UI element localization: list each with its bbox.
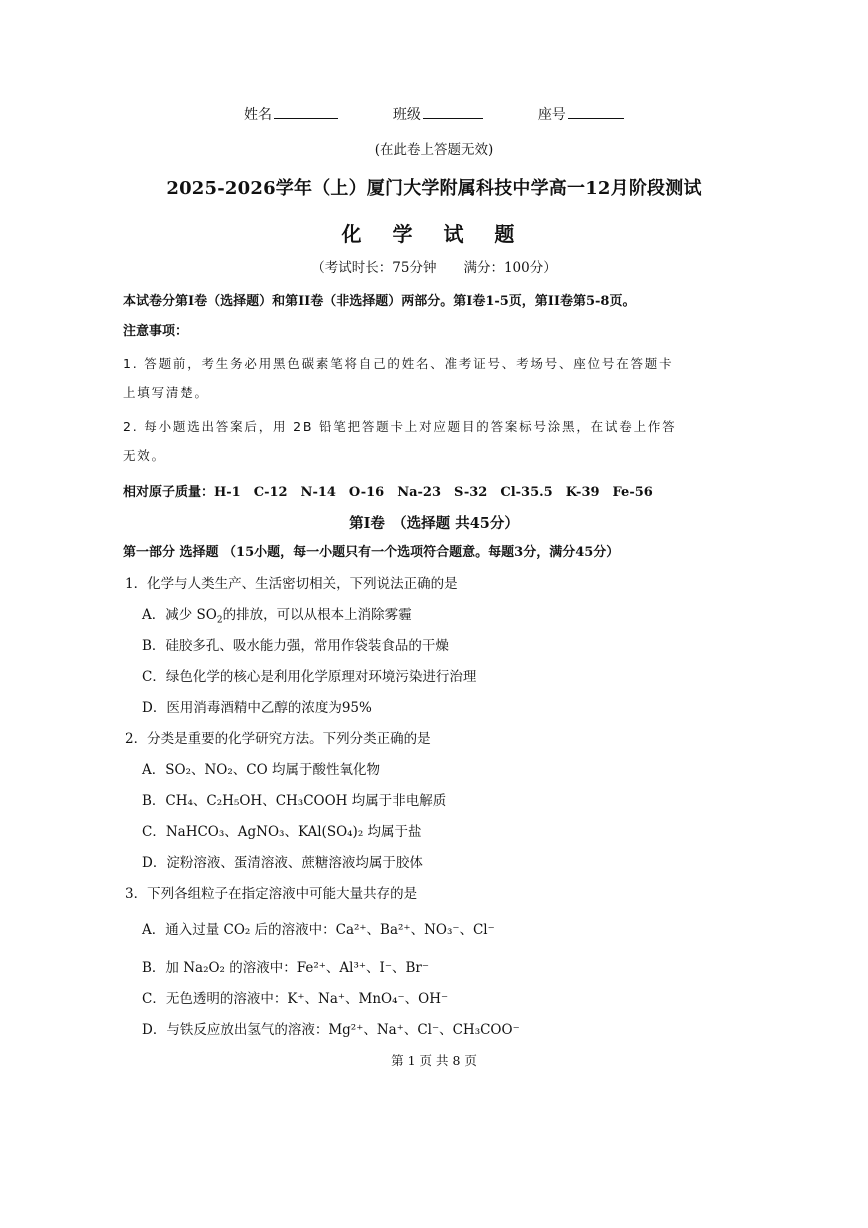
question-2-option-d: D．淀粉溶液、蛋清溶液、蔗糖溶液均属于胶体: [142, 855, 423, 871]
question-3-option-c: C．无色透明的溶液中：K⁺、Na⁺、MnO₄⁻、OH⁻: [142, 991, 449, 1007]
exam-title: 2025-2026学年（上）厦门大学附属科技中学高一12月阶段测试: [166, 178, 702, 199]
note-2-line-2: 无效。: [123, 448, 166, 463]
seat-label: 座号: [537, 107, 566, 123]
question-2-option-a: A．SO₂、NO₂、CO 均属于酸性氧化物: [142, 762, 380, 778]
question-3-option-d: D．与铁反应放出氢气的溶液：Mg²⁺、Na⁺、Cl⁻、CH₃COO⁻: [142, 1022, 520, 1038]
note-1-line-1: 1. 答题前，考生务必用黑色碳素笔将自己的姓名、准考证号、考场号、座位号在答题卡: [123, 356, 674, 371]
question-1-option-b: B．硅胶多孔、吸水能力强，常用作袋装食品的干燥: [142, 638, 449, 654]
note-2-line-1: 2. 每小题选出答案后，用 2B 铅笔把答题卡上对应题目的答案标号涂黑，在试卷上作答: [123, 419, 677, 434]
student-info-line: [244, 104, 624, 124]
name-field: [244, 104, 338, 124]
question-1-option-d: D．医用消毒酒精中乙醇的浓度为95%: [142, 700, 372, 716]
paper-structure: 本试卷分第I卷（选择题）和第II卷（非选择题）两部分。第I卷1-5页，第II卷第5-8页。: [123, 294, 636, 309]
subject-title: 化 学 试 题: [341, 222, 527, 246]
page-footer: 第 1 页 共 8 页: [391, 1053, 477, 1068]
notes-heading: 注意事项：: [123, 324, 189, 339]
question-3-stem: 3．下列各组粒子在指定溶液中可能大量共存的是: [125, 886, 418, 902]
question-2-stem: 2．分类是重要的化学研究方法。下列分类正确的是: [125, 731, 431, 747]
seat-field: [538, 104, 624, 124]
class-label: 班级: [392, 107, 421, 123]
class-field: [393, 104, 483, 124]
class-blank: [423, 106, 483, 119]
question-2-option-b: B．CH₄、C₂H₅OH、CH₃COOH 均属于非电解质: [142, 793, 447, 809]
question-3-option-a: A．通入过量 CO₂ 后的溶液中：Ca²⁺、Ba²⁺、NO₃⁻、Cl⁻: [142, 922, 495, 938]
exam-info: （考试时长：75分钟 满分：100分）: [311, 260, 557, 276]
invalid-note: (在此卷上答题无效): [374, 142, 494, 158]
part-1-description: 第一部分 选择题 （15小题，每一小题只有一个选项符合题意。每题3分，满分45分）: [123, 545, 620, 560]
name-label: 姓名: [244, 107, 272, 123]
atomic-masses: 相对原子质量：H-1 C-12 N-14 O-16 Na-23 S-32 Cl-35.5 K-39 Fe-56: [123, 485, 653, 500]
name-blank: [274, 106, 338, 119]
seat-blank: [568, 106, 624, 119]
question-1-stem: 1．化学与人类生产、生活密切相关，下列说法正确的是: [125, 576, 458, 592]
question-1-option-c: C．绿色化学的核心是利用化学原理对环境污染进行治理: [142, 669, 477, 685]
question-3-option-b: B．加 Na₂O₂ 的溶液中：Fe²⁺、Al³⁺、I⁻、Br⁻: [142, 960, 429, 976]
note-1-line-2: 上填写清楚。: [123, 385, 209, 400]
question-1-option-a: A．减少 $SO_2$的排放，可以从根本上消除雾霾: [142, 607, 412, 626]
section-1-heading: 第I卷 （选择题 共45分）: [349, 515, 519, 532]
question-2-option-c: C．NaHCO₃、AgNO₃、KAl(SO₄)₂ 均属于盐: [142, 824, 422, 840]
